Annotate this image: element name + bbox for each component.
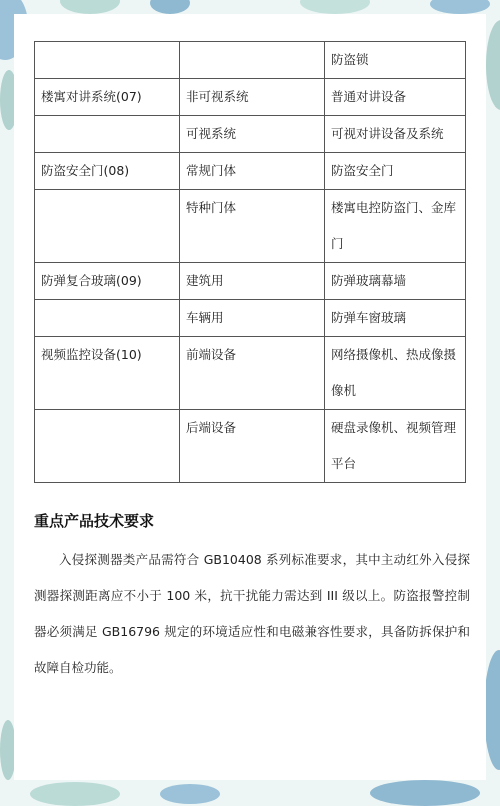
product-category-table <box>34 41 466 483</box>
decor-blob <box>30 782 120 806</box>
subcategory-cell: 建筑用 <box>180 263 325 300</box>
product-cell: 楼寓电控防盗门、金库门 <box>325 190 466 263</box>
product-cell: 防弹车窗玻璃 <box>325 300 466 337</box>
subcategory-cell: 非可视系统 <box>180 79 325 116</box>
subcategory-cell: 特种门体 <box>180 190 325 263</box>
product-cell: 防弹玻璃幕墙 <box>325 263 466 300</box>
table-row <box>35 153 466 190</box>
table-row <box>35 300 466 337</box>
product-cell: 硬盘录像机、视频管理平台 <box>325 410 466 483</box>
decor-blob <box>430 0 490 14</box>
table-row <box>35 190 466 263</box>
product-cell: 可视对讲设备及系统 <box>325 116 466 153</box>
section-title: 重点产品技术要求 <box>34 512 155 530</box>
product-cell: 普通对讲设备 <box>325 79 466 116</box>
table-row <box>35 116 466 153</box>
subcategory-cell: 后端设备 <box>180 410 325 483</box>
subcategory-cell: 前端设备 <box>180 337 325 410</box>
category-cell <box>35 300 180 337</box>
category-cell <box>35 190 180 263</box>
table-row <box>35 337 466 410</box>
category-cell <box>35 116 180 153</box>
decor-blob <box>370 780 480 806</box>
category-cell: 防盗安全门(08) <box>35 153 180 190</box>
table-row <box>35 410 466 483</box>
technical-requirements-paragraph: 入侵探测器类产品需符合 GB10408 系列标准要求，其中主动红外入侵探测器探测距离应不小于 100 米，抗干扰能力需达到 III 级以上。防盗报警控制器必须满足 GB16796 规定的环境适应性和电磁兼容性要求，具备防拆保护和故障自检功能。 <box>34 552 470 675</box>
product-cell: 防盗锁 <box>325 42 466 79</box>
decor-blob <box>484 650 500 770</box>
decor-blob <box>150 0 190 14</box>
category-cell: 防弹复合玻璃(09) <box>35 263 180 300</box>
document-page <box>14 14 486 780</box>
category-cell: 视频监控设备(10) <box>35 337 180 410</box>
category-cell: 楼寓对讲系统(07) <box>35 79 180 116</box>
table-row <box>35 263 466 300</box>
subcategory-cell <box>180 42 325 79</box>
decor-blob <box>486 20 500 110</box>
category-cell <box>35 410 180 483</box>
decor-blob <box>300 0 370 14</box>
decor-blob <box>160 784 220 804</box>
product-cell: 防盗安全门 <box>325 153 466 190</box>
product-cell: 网络摄像机、热成像摄像机 <box>325 337 466 410</box>
subcategory-cell: 可视系统 <box>180 116 325 153</box>
table-row <box>35 42 466 79</box>
category-cell <box>35 42 180 79</box>
decor-blob <box>60 0 120 14</box>
subcategory-cell: 常规门体 <box>180 153 325 190</box>
table-row <box>35 79 466 116</box>
subcategory-cell: 车辆用 <box>180 300 325 337</box>
